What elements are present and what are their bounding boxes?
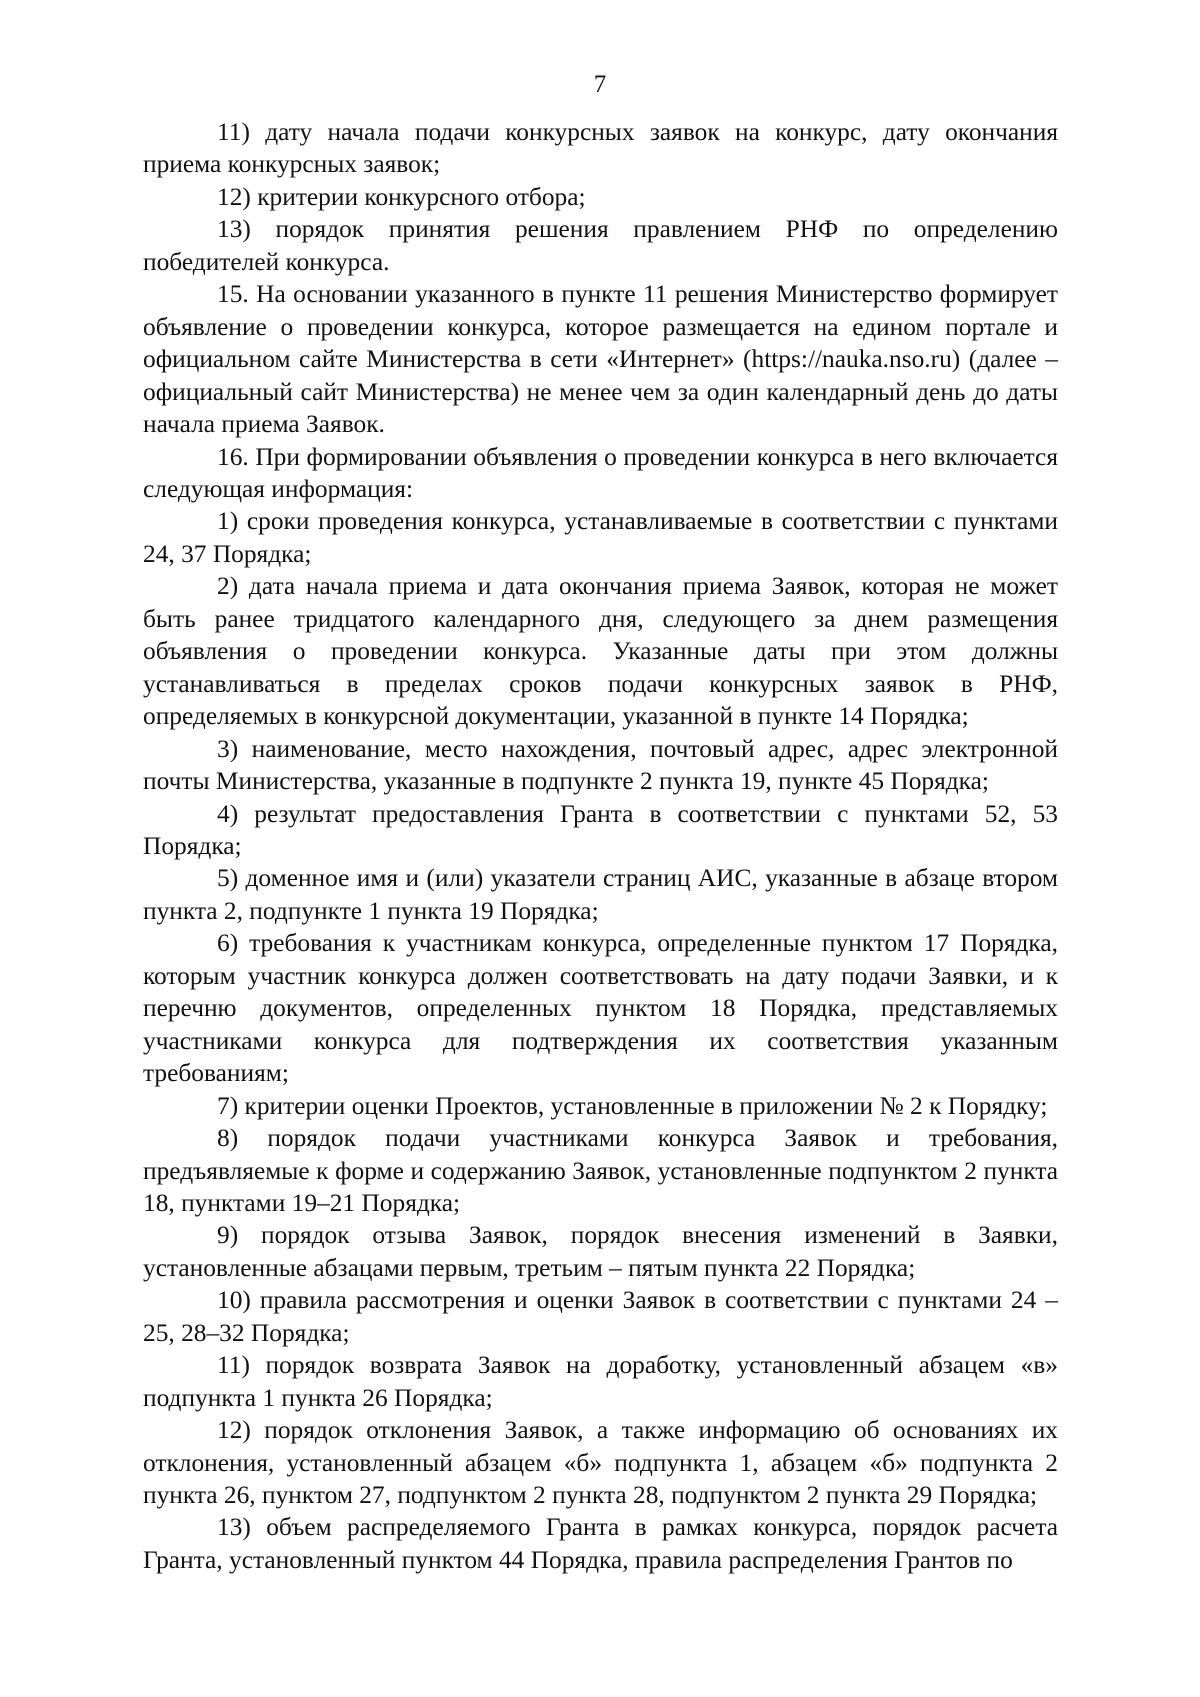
paragraph-clause-16: 16. При формировании объявления о проведении конкурса в него включается следующая информация: (143, 442, 1058, 503)
paragraph-subitem-2: 2) дата начала приема и дата окончания приема Заявок, которая не может быть ранее тридцатого календарного дня, следующего за днем размещения объявления о проведении конкурса. Указанные даты при этом должны устанавливаться в пределах сроков подачи конкурсных заявок в РНФ, определяемых в конкурсной документации, указанной в пункте 14 Порядка; (143, 572, 1058, 731)
paragraph-clause-15: 15. На основании указанного в пункте 11 решения Министерство формирует объявление о проведении конкурса, которое размещается на едином портале и официальном сайте Министерства в сети «Интернет» (https://nauka.nso.ru) (далее – официальный сайт Министерства) не менее чем за один календарный день до даты начала приема Заявок. (143, 280, 1058, 439)
paragraph-subitem-9: 9) порядок отзыва Заявок, порядок внесения изменений в Заявки, установленные абзацами первым, третьим – пятым пункта 22 Порядка; (143, 1221, 1058, 1282)
paragraph-subitem-6: 6) требования к участникам конкурса, определенные пунктом 17 Порядка, которым участник конкурса должен соответствовать на дату подачи Заявки, и к перечню документов, определенных пунктом 18 Порядка, представляемых участниками конкурса для подтверждения их соответствия указанным требованиям; (143, 929, 1058, 1088)
paragraph-subitem-3: 3) наименование, место нахождения, почтовый адрес, адрес электронной почты Министерства, указанные в подпункте 2 пункта 19, пункте 45 Порядка; (143, 734, 1058, 796)
paragraph-item-12: 12) критерии конкурсного отбора; (217, 182, 586, 211)
paragraph-subitem-4: 4) результат предоставления Гранта в соответствии с пунктами 52, 53 Порядка; (143, 799, 1058, 860)
paragraph-item-11: 11) дату начала подачи конкурсных заявок на конкурс, дату окончания приема конкурсных заявок; (143, 118, 1058, 179)
paragraph-subitem-5: 5) доменное имя и (или) указатели страниц АИС, указанные в абзаце втором пункта 2, подпункте 1 пункта 19 Порядка; (143, 864, 1058, 925)
paragraph-subitem-11: 11) порядок возврата Заявок на доработку, установленный абзацем «в» подпункта 1 пункта 26 Порядка; (143, 1351, 1058, 1412)
paragraph-subitem-7: 7) критерии оценки Проектов, установленные в приложении № 2 к Порядку; (217, 1091, 1048, 1120)
page-number: 7 (593, 71, 607, 98)
paragraph-subitem-12: 12) порядок отклонения Заявок, а также информацию об основаниях их отклонения, установленный абзацем «б» подпункта 1, абзацем «б» подпункта 2 пункта 26, пунктом 27, подпунктом 2 пункта 28, подпунктом 2 пункта 29 Порядка; (143, 1416, 1058, 1510)
paragraph-subitem-13: 13) объем распределяемого Гранта в рамках конкурса, порядок расчета Гранта, установленный пунктом 44 Порядка, правила распределения Грантов по (143, 1513, 1058, 1574)
paragraph-subitem-1: 1) сроки проведения конкурса, устанавливаемые в соответствии с пунктами 24, 37 Порядка; (143, 507, 1058, 568)
paragraph-item-13: 13) порядок принятия решения правлением РНФ по определению победителей конкурса. (143, 215, 1058, 276)
paragraph-subitem-8: 8) порядок подачи участниками конкурса Заявок и требования, предъявляемые к форме и содержанию Заявок, установленные подпунктом 2 пункта 18, пунктами 19–21 Порядка; (143, 1124, 1058, 1217)
paragraph-subitem-10: 10) правила рассмотрения и оценки Заявок в соответствии с пунктами 24 –25, 28–32 Порядка; (143, 1286, 1058, 1347)
document-body (143, 116, 1058, 1576)
